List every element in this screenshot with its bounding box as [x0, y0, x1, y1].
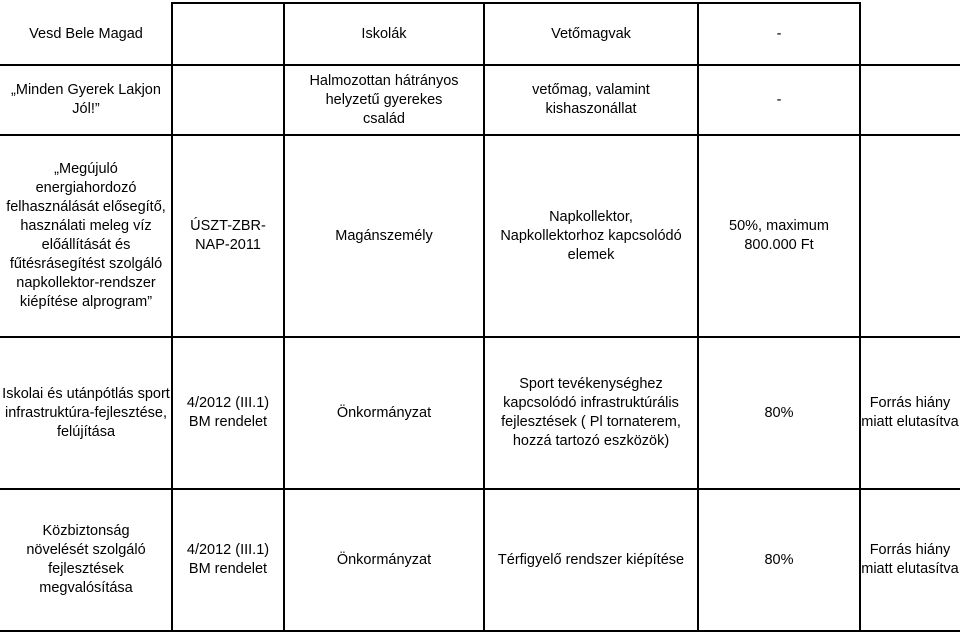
cell-legal-basis [172, 490, 284, 630]
cell-subject [484, 66, 698, 134]
cell-subject [484, 136, 698, 336]
cell-support [698, 4, 860, 64]
row-divider [0, 488, 960, 490]
cell-text: Magánszemély [335, 227, 433, 244]
cell-program [0, 338, 172, 488]
cell-program [0, 136, 172, 336]
cell-program [0, 66, 172, 134]
cell-text: Iskolai és utánpótlás sport infrastruktúra-fejlesztése, felújítása [2, 385, 170, 440]
cell-text: Forrás hiány miatt elutasítva [861, 395, 959, 430]
cell-text: - [776, 25, 782, 42]
cell-legal-basis [172, 136, 284, 336]
column-divider [859, 2, 861, 632]
cell-text: 80% [764, 404, 794, 421]
table-row [0, 4, 960, 64]
cell-status [860, 4, 960, 64]
column-divider [283, 2, 285, 632]
cell-legal-basis [172, 338, 284, 488]
cell-support [698, 136, 860, 336]
cell-text: Iskolák [361, 25, 407, 42]
cell-support [698, 66, 860, 134]
cell-text: Önkormányzat [336, 404, 432, 421]
table-border [172, 2, 860, 4]
cell-text: 4/2012 (III.1) BM rendelet [186, 542, 270, 577]
cell-text: Vesd Bele Magad [29, 25, 143, 42]
cell-text: Térfigyelő rendszer kiépítése [497, 551, 685, 568]
table-row [0, 136, 960, 336]
cell-subject [484, 338, 698, 488]
cell-program [0, 490, 172, 630]
cell-text: vetőmag, valamint kishaszonállat [532, 82, 650, 117]
cell-text: Önkormányzat [336, 551, 432, 568]
cell-text: Napkollektor, Napkollektorhoz kapcsolódó elemek [500, 208, 682, 263]
cell-legal-basis [172, 4, 284, 64]
cell-support [698, 490, 860, 630]
cell-beneficiary [284, 136, 484, 336]
cell-subject [484, 4, 698, 64]
table-row [0, 338, 960, 488]
cell-text: Halmozottan hátrányos helyzetű gyerekes család [309, 72, 459, 127]
cell-program [0, 4, 172, 64]
cell-subject [484, 490, 698, 630]
column-divider [697, 2, 699, 632]
cell-status [860, 490, 960, 630]
cell-text: ÚSZT-ZBR-NAP-2011 [190, 218, 266, 253]
cell-text: 80% [764, 551, 794, 568]
cell-text: „Megújuló energiahordozó felhasználását elősegítő, használati meleg víz előállítását és fűtésrásegítést szolgáló napkollektor-rendszer kiépítése alprogram” [6, 161, 166, 310]
cell-beneficiary [284, 4, 484, 64]
cell-text: Közbiztonság növelését szolgáló fejlesztések megvalósítása [26, 523, 146, 596]
cell-text: Sport tevékenységhez kapcsolódó infrastruktúrális fejlesztések ( Pl tornaterem, hozzá tartozó eszközök) [501, 376, 681, 449]
column-divider [483, 2, 485, 632]
cell-beneficiary [284, 490, 484, 630]
cell-status [860, 136, 960, 336]
cell-text: 4/2012 (III.1) BM rendelet [186, 395, 270, 430]
cell-text: 50%, maximum 800.000 Ft [729, 218, 829, 253]
row-divider [0, 134, 960, 136]
cell-text: Vetőmagvak [551, 25, 631, 42]
cell-status [860, 338, 960, 488]
table-row [0, 66, 960, 134]
column-divider [171, 2, 173, 632]
table-row [0, 490, 960, 630]
row-divider [0, 64, 960, 66]
cell-beneficiary [284, 338, 484, 488]
cell-text: Forrás hiány miatt elutasítva [861, 542, 959, 577]
cell-text: - [776, 91, 782, 108]
row-divider [0, 336, 960, 338]
cell-beneficiary [284, 66, 484, 134]
cell-legal-basis [172, 66, 284, 134]
cell-support [698, 338, 860, 488]
cell-status [860, 66, 960, 134]
cell-text: „Minden Gyerek Lakjon Jól!” [11, 82, 161, 117]
